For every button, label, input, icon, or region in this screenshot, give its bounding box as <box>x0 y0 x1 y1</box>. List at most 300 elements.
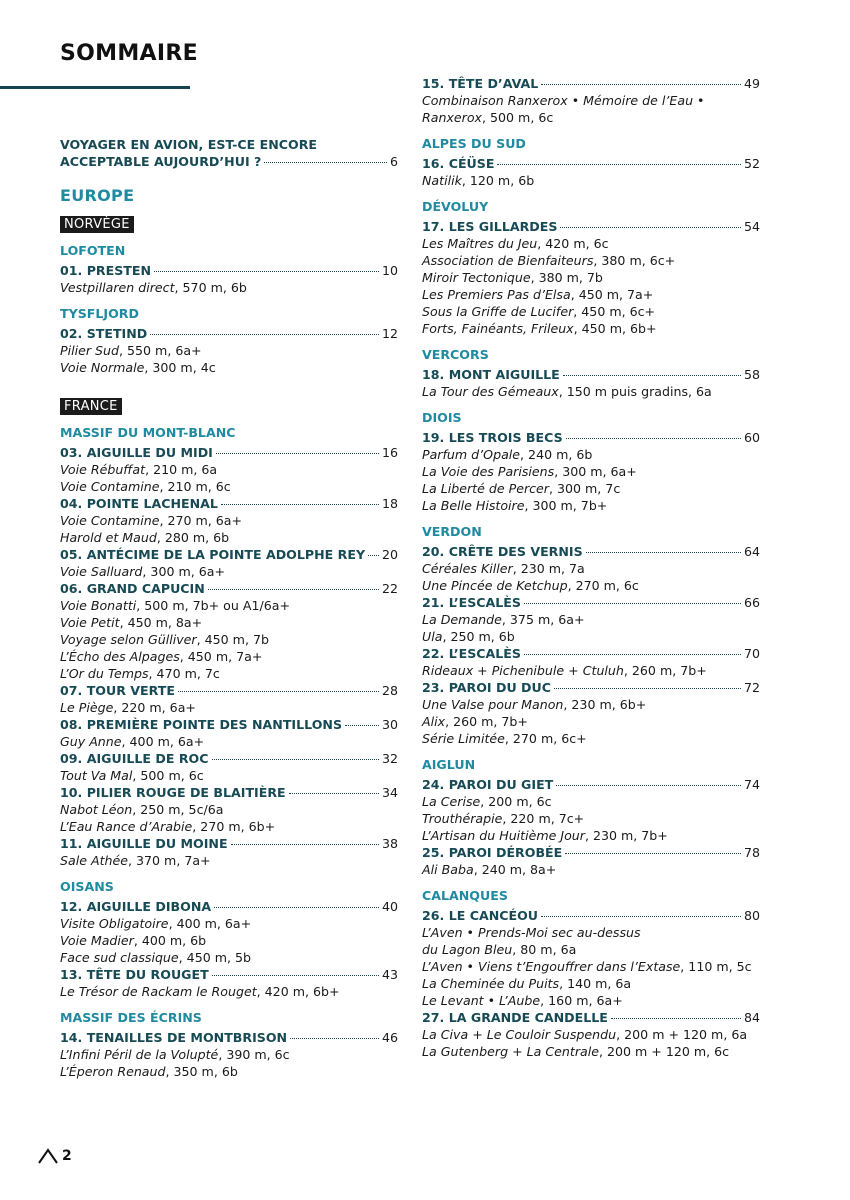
dot-leader <box>566 438 741 439</box>
entry-name: AIGUILLE DU MOINE <box>86 836 228 851</box>
entry-title-line <box>422 1009 760 1026</box>
dot-leader <box>150 334 379 335</box>
lead-article[interactable] <box>60 136 398 170</box>
page-number: 34 <box>381 785 398 800</box>
entry-number: 16. <box>422 156 445 171</box>
area-heading: VERCORS <box>422 347 489 362</box>
route-list <box>60 279 398 296</box>
route-item <box>60 359 398 376</box>
route-list <box>60 983 398 1000</box>
route-name: Série Limitée <box>422 731 505 746</box>
route-detail: , 230 m, 7b+ <box>584 828 668 843</box>
route-list <box>60 915 398 966</box>
page-number: 64 <box>743 544 760 559</box>
toc-entry[interactable] <box>422 844 760 878</box>
route-list <box>422 611 760 645</box>
dot-leader <box>560 227 741 228</box>
dot-leader <box>216 453 379 454</box>
entry-title-line <box>60 546 398 563</box>
route-detail: , 240 m, 6b <box>520 447 593 462</box>
toc-entry[interactable] <box>422 75 760 126</box>
dot-leader <box>611 1018 741 1019</box>
route-item <box>422 480 760 497</box>
route-list <box>422 92 760 126</box>
route-detail: , 500 m, 6c <box>132 768 204 783</box>
area-heading: AIGLUN <box>422 757 476 772</box>
route-name: La Voie des Parisiens <box>422 464 555 479</box>
page-number: 52 <box>743 156 760 171</box>
page-number: 49 <box>743 76 760 91</box>
entry-title-line <box>60 835 398 852</box>
toc-entry[interactable] <box>422 543 760 594</box>
route-detail: , 350 m, 6b <box>165 1064 238 1079</box>
page-number: 74 <box>743 777 760 792</box>
route-list <box>60 342 398 376</box>
route-list <box>422 662 760 679</box>
entry-number: 18. <box>422 367 445 382</box>
route-name: Voie Madier <box>60 933 134 948</box>
entry-title-line <box>60 784 398 801</box>
entry-name: TOUR VERTE <box>86 683 175 698</box>
page-number: 58 <box>743 367 760 382</box>
toc-entry[interactable] <box>60 682 398 716</box>
area-heading: MASSIF DES ÉCRINS <box>60 1010 202 1025</box>
entry-name: MONT AIGUILLE <box>448 367 560 382</box>
route-detail: , 300 m, 6a+ <box>142 564 226 579</box>
route-name: L’Eau Rance d’Arabie <box>60 819 193 834</box>
area-heading: MASSIF DU MONT-BLANC <box>60 425 236 440</box>
lead-article-line2: ACCEPTABLE AUJOURD’HUI ? 6 <box>60 154 398 169</box>
route-name: La Tour des Gémeaux <box>422 384 559 399</box>
route-detail: , 270 m, 6c <box>567 578 639 593</box>
route-item <box>422 696 760 713</box>
route-name: Voie Contamine <box>60 479 160 494</box>
toc-entry[interactable] <box>422 776 760 844</box>
route-detail: , 250 m, 5c/6a <box>132 802 224 817</box>
route-detail: , 450 m, 6c+ <box>573 304 656 319</box>
entry-title-line <box>422 776 760 793</box>
route-list <box>60 801 398 835</box>
page-number: 84 <box>743 1010 760 1025</box>
route-list <box>422 446 760 514</box>
toc-entry[interactable] <box>422 594 760 645</box>
route-list <box>422 696 760 747</box>
entry-number: 25. <box>422 845 445 860</box>
route-name: Vestpillaren direct <box>60 280 175 295</box>
toc-entry[interactable] <box>422 155 760 189</box>
entry-name: TÊTE D’AVAL <box>448 76 539 91</box>
route-item <box>422 1043 760 1060</box>
route-item <box>60 648 398 665</box>
route-name: Le Trésor de Rackam le Rouget <box>60 984 257 999</box>
route-name: Miroir Tectonique <box>422 270 531 285</box>
route-name: Une Valse pour Manon <box>422 697 564 712</box>
page-number: 12 <box>381 326 398 341</box>
route-name: La Cheminée du Puits <box>422 976 560 991</box>
route-item <box>422 628 760 645</box>
route-list <box>60 597 398 682</box>
entry-name: PAROI DU GIET <box>448 777 554 792</box>
area-heading: TYSFLJORD <box>60 306 139 321</box>
entry-title-line <box>60 898 398 915</box>
toc-entry[interactable] <box>60 495 398 546</box>
page-number: 78 <box>743 845 760 860</box>
country-label-norway: NORVÈGE <box>60 216 134 233</box>
route-detail: , 300 m, 4c <box>144 360 216 375</box>
area-heading: ALPES DU SUD <box>422 136 526 151</box>
dot-leader <box>524 603 741 604</box>
entry-number: 04. <box>60 496 83 511</box>
route-item <box>422 383 760 400</box>
entry-number: 05. <box>60 547 83 562</box>
dot-leader <box>154 271 379 272</box>
toc-entry[interactable] <box>422 679 760 747</box>
route-detail: , 260 m, 7b+ <box>623 663 707 678</box>
route-detail: , 230 m, 6b+ <box>563 697 647 712</box>
route-item <box>422 446 760 463</box>
entry-number: 12. <box>60 899 83 914</box>
route-item <box>422 958 760 975</box>
route-name: Le Piège <box>60 700 114 715</box>
route-detail: , 110 m, 5c <box>680 959 752 974</box>
dot-leader <box>264 162 387 163</box>
route-list <box>422 793 760 844</box>
page-number: 60 <box>743 430 760 445</box>
route-item <box>60 512 398 529</box>
route-name: Les Premiers Pas d’Elsa <box>422 287 571 302</box>
entry-name: STETIND <box>86 326 148 341</box>
route-list <box>60 699 398 716</box>
route-name: Voie Normale <box>60 360 145 375</box>
route-name: La Liberté de Percer <box>422 481 549 496</box>
route-detail: , 390 m, 6c <box>218 1047 290 1062</box>
toc-entry[interactable] <box>422 218 760 337</box>
route-detail: , 450 m, 6b+ <box>573 321 657 336</box>
route-name: Une Pincée de Ketchup <box>422 578 568 593</box>
footer-page-number: 2 <box>62 1148 72 1164</box>
route-item <box>422 611 760 628</box>
dot-leader <box>541 916 741 917</box>
page-number: 38 <box>381 836 398 851</box>
route-name: Visite Obligatoire <box>60 916 169 931</box>
route-detail: , 80 m, 6a <box>512 942 577 957</box>
route-detail: , 300 m, 7c <box>548 481 621 496</box>
dot-leader <box>368 555 379 556</box>
entry-title-line <box>422 645 760 662</box>
route-name: L’Or du Temps <box>60 666 149 681</box>
page-number: 32 <box>381 751 398 766</box>
area-heading: CALANQUES <box>422 888 508 903</box>
route-item <box>60 801 398 818</box>
country-label-france: FRANCE <box>60 398 122 415</box>
toc-entry[interactable] <box>60 1029 398 1080</box>
france-areas-right <box>422 75 760 1060</box>
toc-entry[interactable] <box>422 645 760 679</box>
entry-number: 24. <box>422 777 445 792</box>
toc-entry[interactable] <box>422 907 760 1009</box>
route-list <box>60 1046 398 1080</box>
page-number: 6 <box>389 154 398 169</box>
route-detail: , 240 m, 8a+ <box>473 862 557 877</box>
entry-title-line <box>422 594 760 611</box>
route-name: Rideaux + Pichenibule + Ctuluh <box>422 663 624 678</box>
entry-title-line <box>422 429 760 446</box>
route-detail: , 500 m, 7b+ ou A1/6a+ <box>136 598 290 613</box>
entry-name: LA GRANDE CANDELLE <box>448 1010 608 1025</box>
route-item <box>60 597 398 614</box>
route-name: La Demande <box>422 612 502 627</box>
toc-entry[interactable] <box>60 716 398 750</box>
dot-leader <box>497 164 741 165</box>
route-item <box>422 975 760 992</box>
route-detail: , 570 m, 6b <box>174 280 247 295</box>
route-item <box>60 342 398 359</box>
entry-name: L’ESCALÈS <box>448 646 521 661</box>
route-detail: , 450 m, 7a+ <box>179 649 263 664</box>
dot-leader <box>289 793 379 794</box>
toc-entry[interactable] <box>60 325 398 376</box>
route-name: La Civa + Le Couloir Suspendu <box>422 1027 617 1042</box>
route-list <box>422 172 760 189</box>
route-detail: , 300 m, 6a+ <box>554 464 637 479</box>
entry-name: POINTE LACHENAL <box>86 496 218 511</box>
dot-leader <box>586 552 741 553</box>
route-name: L’Aven • Viens t’Engouffrer dans l’Extase <box>422 959 681 974</box>
route-list <box>422 924 760 1009</box>
entry-title-line <box>422 543 760 560</box>
toc-entry[interactable] <box>60 750 398 784</box>
page-number: 70 <box>743 646 760 661</box>
entry-title-line <box>60 716 398 733</box>
dot-leader <box>231 844 379 845</box>
region-heading-europe: EUROPE <box>60 186 135 205</box>
route-detail: , 140 m, 6a <box>559 976 632 991</box>
dot-leader <box>290 1038 379 1039</box>
route-detail: , 260 m, 7b+ <box>445 714 528 729</box>
dot-leader <box>524 654 741 655</box>
route-item <box>422 577 760 594</box>
route-list <box>60 852 398 869</box>
route-list <box>422 383 760 400</box>
route-item <box>60 818 398 835</box>
page-number: 54 <box>743 219 760 234</box>
route-list <box>60 563 398 580</box>
route-item <box>422 172 760 189</box>
page-number: 66 <box>743 595 760 610</box>
toc-entry[interactable] <box>60 784 398 835</box>
entry-number: 19. <box>422 430 445 445</box>
entry-name: PAROI DÉROBÉE <box>448 845 563 860</box>
route-name: Ranxerox <box>422 110 482 125</box>
page-title: SOMMAIRE <box>60 41 198 66</box>
route-item <box>60 614 398 631</box>
route-list <box>422 235 760 337</box>
route-detail: , 380 m, 6c+ <box>593 253 676 268</box>
route-detail: , 270 m, 6c+ <box>504 731 587 746</box>
route-detail: , 550 m, 6a+ <box>119 343 202 358</box>
page-number: 80 <box>743 908 760 923</box>
route-name: Harold et Maud <box>60 530 157 545</box>
entry-title-line <box>60 444 398 461</box>
toc-column-left <box>60 136 398 1080</box>
route-item <box>60 563 398 580</box>
route-item <box>60 631 398 648</box>
route-item <box>422 560 760 577</box>
route-name: La Belle Histoire <box>422 498 525 513</box>
norway-areas <box>60 243 398 376</box>
toc-entry[interactable] <box>60 546 398 580</box>
route-item <box>422 861 760 878</box>
toc-entry[interactable] <box>422 429 760 514</box>
toc-entry[interactable] <box>60 966 398 1000</box>
route-detail: , 300 m, 7b+ <box>524 498 608 513</box>
route-detail: , 270 m, 6b+ <box>192 819 276 834</box>
entry-number: 10. <box>60 785 83 800</box>
dot-leader <box>221 504 379 505</box>
route-item <box>60 932 398 949</box>
lead-article-line1: VOYAGER EN AVION, EST-CE ENCORE <box>60 137 317 152</box>
route-name: Association de Bienfaiteurs <box>422 253 594 268</box>
entry-name: PAROI DU DUC <box>448 680 551 695</box>
route-item <box>60 279 398 296</box>
route-item <box>60 1046 398 1063</box>
dot-leader <box>214 907 379 908</box>
route-item <box>60 852 398 869</box>
page-number: 40 <box>381 899 398 914</box>
route-detail: , 370 m, 7a+ <box>128 853 211 868</box>
route-name: Nabot Léon <box>60 802 133 817</box>
route-name: Voie Rébuffat <box>60 462 146 477</box>
entry-number: 27. <box>422 1010 445 1025</box>
entry-number: 14. <box>60 1030 83 1045</box>
route-detail: , 220 m, 7c+ <box>502 811 585 826</box>
route-name: Natilik <box>422 173 462 188</box>
entry-number: 02. <box>60 326 83 341</box>
entry-number: 22. <box>422 646 445 661</box>
route-detail: , 200 m + 120 m, 6a <box>616 1027 748 1042</box>
route-item <box>422 730 760 747</box>
toc-column-right <box>422 75 760 1060</box>
route-name: L’Éperon Renaud <box>60 1064 166 1079</box>
page-number: 43 <box>381 967 398 982</box>
mountain-peak-icon <box>38 1148 58 1164</box>
entry-title-line <box>60 262 398 279</box>
route-name: Forts, Fainéants, Frileux <box>422 321 574 336</box>
dot-leader <box>541 84 741 85</box>
entry-name: LES TROIS BECS <box>448 430 563 445</box>
route-detail: , 400 m, 6b <box>133 933 207 948</box>
entry-title-line <box>60 750 398 767</box>
route-detail: , 420 m, 6b+ <box>256 984 340 999</box>
entry-number: 17. <box>422 219 445 234</box>
route-name: Voyage selon Gülliver <box>60 632 197 647</box>
route-name: L’Aven • Prends-Moi sec au-dessus <box>422 925 641 940</box>
france-areas-left <box>60 425 398 1080</box>
route-item <box>422 497 760 514</box>
route-item <box>422 252 760 269</box>
route-name: Guy Anne <box>60 734 122 749</box>
route-detail: , 210 m, 6c <box>159 479 231 494</box>
entry-name: AIGUILLE DIBONA <box>86 899 212 914</box>
entry-name: TÊTE DU ROUGET <box>86 967 209 982</box>
route-item <box>422 109 760 126</box>
route-item <box>422 235 760 252</box>
toc-entry[interactable] <box>422 366 760 400</box>
route-name: L’Écho des Alpages <box>60 649 180 664</box>
toc-entry[interactable] <box>60 444 398 495</box>
page-number: 30 <box>381 717 398 732</box>
route-item <box>422 303 760 320</box>
route-list <box>422 560 760 594</box>
page-footer <box>38 1148 72 1164</box>
toc-entry[interactable] <box>422 1009 760 1060</box>
route-detail: , 470 m, 7c <box>148 666 220 681</box>
entry-number: 26. <box>422 908 445 923</box>
route-detail: , 380 m, 7b <box>530 270 603 285</box>
entry-number: 08. <box>60 717 83 732</box>
dot-leader <box>212 759 379 760</box>
route-detail: , 210 m, 6a <box>145 462 218 477</box>
route-detail: , 200 m + 120 m, 6c <box>598 1044 730 1059</box>
entry-title-line <box>422 218 760 235</box>
entry-title-line <box>422 155 760 172</box>
route-item <box>60 699 398 716</box>
route-item <box>422 1026 760 1043</box>
route-detail: , 120 m, 6b <box>461 173 535 188</box>
route-name: Face sud classique <box>60 950 179 965</box>
route-item <box>60 529 398 546</box>
page-number: 16 <box>381 445 398 460</box>
dot-leader <box>554 688 741 689</box>
entry-name: TENAILLES DE MONTBRISON <box>86 1030 288 1045</box>
page-number: 20 <box>381 547 398 562</box>
route-item <box>422 713 760 730</box>
entry-number: 01. <box>60 263 83 278</box>
entry-number: 11. <box>60 836 83 851</box>
entry-number: 15. <box>422 76 445 91</box>
route-detail: , 270 m, 6a+ <box>159 513 243 528</box>
route-detail: , 500 m, 6c <box>482 110 554 125</box>
toc-entry[interactable] <box>60 580 398 682</box>
entry-title-line <box>60 325 398 342</box>
entry-number: 06. <box>60 581 83 596</box>
route-name: Combinaison Ranxerox • Mémoire de l’Eau • <box>422 93 705 108</box>
toc-entry[interactable] <box>60 262 398 296</box>
toc-entry[interactable] <box>60 835 398 869</box>
entry-title-line <box>422 366 760 383</box>
route-detail: , 450 m, 5b <box>178 950 251 965</box>
route-detail: , 200 m, 6c <box>480 794 552 809</box>
route-name: Voie Salluard <box>60 564 143 579</box>
route-item <box>422 662 760 679</box>
entry-title-line <box>60 966 398 983</box>
entry-name: PRESTEN <box>86 263 152 278</box>
route-item <box>422 924 760 941</box>
route-name: Trouthérapie <box>422 811 503 826</box>
title-underline <box>0 86 190 89</box>
entry-number: 23. <box>422 680 445 695</box>
route-detail: , 150 m puis gradins, 6a <box>558 384 712 399</box>
route-item <box>60 983 398 1000</box>
entry-name: CÉÜSE <box>448 156 495 171</box>
route-name: La Gutenberg + La Centrale <box>422 1044 599 1059</box>
route-detail: , 250 m, 6b <box>442 629 515 644</box>
route-detail: , 220 m, 6a+ <box>113 700 196 715</box>
route-name: Ula <box>422 629 443 644</box>
dot-leader <box>565 853 741 854</box>
toc-entry[interactable] <box>60 898 398 966</box>
route-item <box>422 463 760 480</box>
